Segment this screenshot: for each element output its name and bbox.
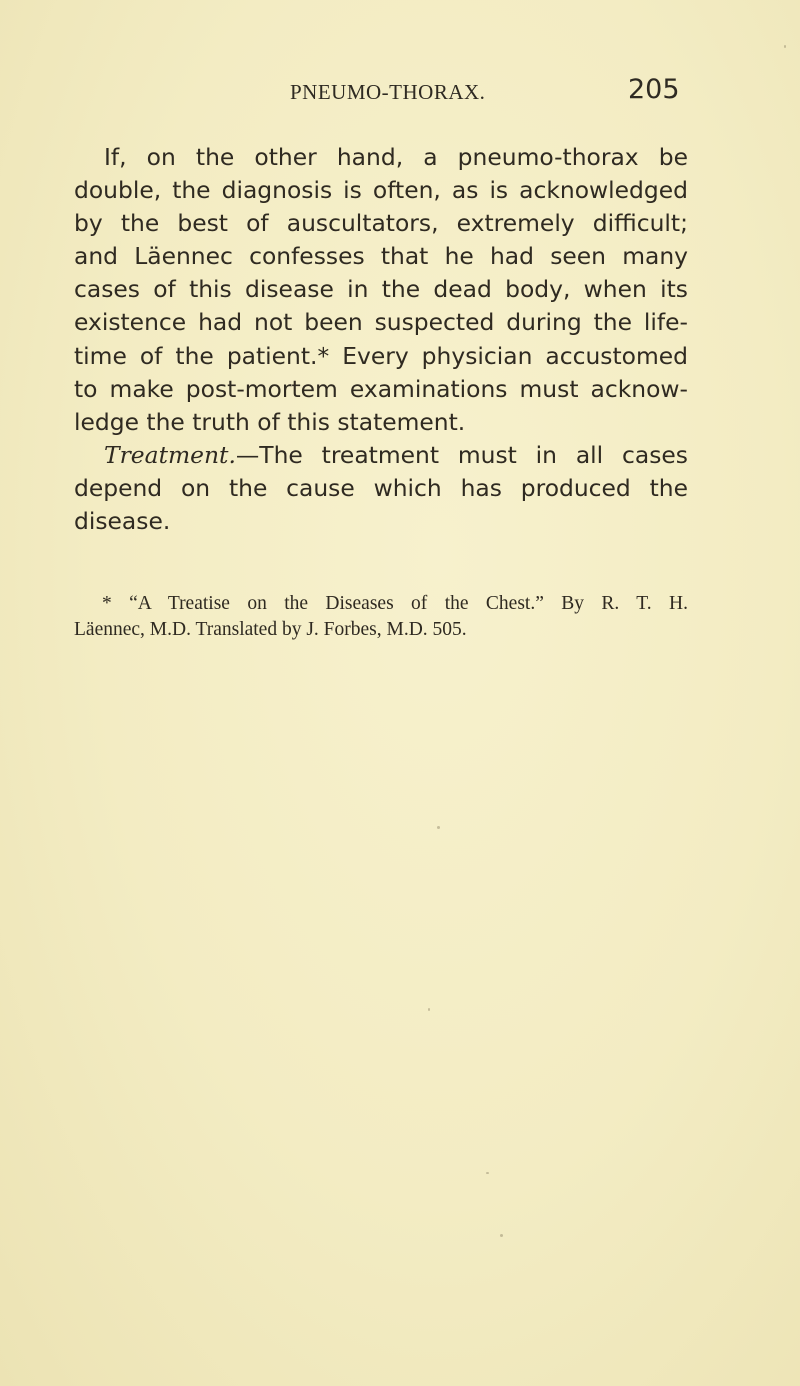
body-line: double, the diagnosis is often, as is acknowledged [74,176,688,205]
paper-speck [486,1172,489,1174]
treatment-first-line [74,439,688,472]
body-line: existence had not been suspected during the life- [74,308,688,337]
body-line: and Läennec confesses that he had seen many [74,242,688,271]
paper-speck [500,1234,503,1237]
page-number: 205 [628,74,680,105]
body-line: to make post-mortem examinations must acknow- [74,374,688,403]
main-paragraphs [74,141,688,538]
footnote [74,591,688,643]
body-line: by the best of auscultators, extremely difficult; [74,209,688,238]
body-line: cases of this disease in the dead body, when its [74,275,688,304]
body-line: ledge the truth of this statement. [74,407,466,436]
footnote-line: Läennec, M.D. Translated by J. Forbes, M.D. 505. [74,619,467,640]
paper-speck [437,826,440,829]
running-title: PNEUMO-THORAX. [290,80,486,104]
paper-speck [428,1008,430,1011]
paper-speck [784,45,786,48]
treatment-text: —The treatment must in all cases [235,440,688,469]
body-line: time of the patient.* Every physician accustomed [74,341,688,370]
treatment-heading: Treatment. [104,440,236,469]
body-line: disease. [74,507,171,536]
body-line: depend on the cause which has produced the [74,473,688,502]
footnote-line: * “A Treatise on the Diseases of the Chest.” By R. T. H. [102,593,688,614]
body-line: If, on the other hand, a pneumo-thorax be [104,143,688,171]
